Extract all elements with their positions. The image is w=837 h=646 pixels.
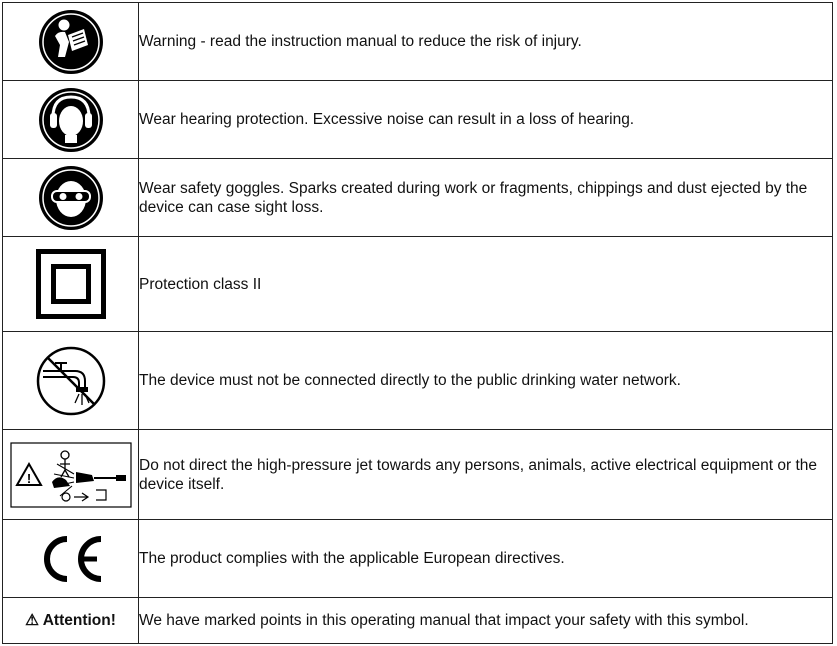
row-text: Do not direct the high-pressure jet towards any persons, animals, active electrical equipment or the device itself.	[139, 430, 833, 520]
table-row	[3, 237, 833, 332]
table-row	[3, 332, 833, 430]
ce-mark-icon	[35, 534, 107, 584]
hearing-protection-icon	[38, 87, 104, 153]
table-row	[3, 598, 833, 644]
icon-cell	[3, 81, 139, 159]
row-text: Wear hearing protection. Excessive noise can result in a loss of hearing.	[139, 81, 833, 159]
protection-class-ii-icon	[36, 249, 106, 319]
high-pressure-jet-warning-icon	[10, 442, 132, 508]
table-row	[3, 3, 833, 81]
row-text: We have marked points in this operating manual that impact your safety with this symbol.	[139, 598, 833, 644]
table-row	[3, 81, 833, 159]
table-row	[3, 520, 833, 598]
icon-cell	[3, 237, 139, 332]
icon-cell	[3, 598, 139, 644]
icon-cell	[3, 3, 139, 81]
no-drinking-water-connection-icon	[35, 345, 107, 417]
icon-cell	[3, 430, 139, 520]
safety-symbols-table	[2, 2, 833, 644]
read-manual-icon	[38, 9, 104, 75]
svg-text:!: !	[26, 470, 31, 486]
row-text: The device must not be connected directly to the public drinking water network.	[139, 332, 833, 430]
row-text: Protection class II	[139, 237, 833, 332]
row-text: Wear safety goggles. Sparks created during work or fragments, chippings and dust ejected by the device can case sight loss.	[139, 159, 833, 237]
row-text: The product complies with the applicable European directives.	[139, 520, 833, 598]
icon-cell	[3, 159, 139, 237]
table-row	[3, 430, 833, 520]
icon-cell	[3, 520, 139, 598]
attention-label: ⚠ Attention!	[25, 612, 116, 629]
table-row	[3, 159, 833, 237]
row-text: Warning - read the instruction manual to reduce the risk of injury.	[139, 3, 833, 81]
icon-cell	[3, 332, 139, 430]
safety-goggles-icon	[38, 165, 104, 231]
